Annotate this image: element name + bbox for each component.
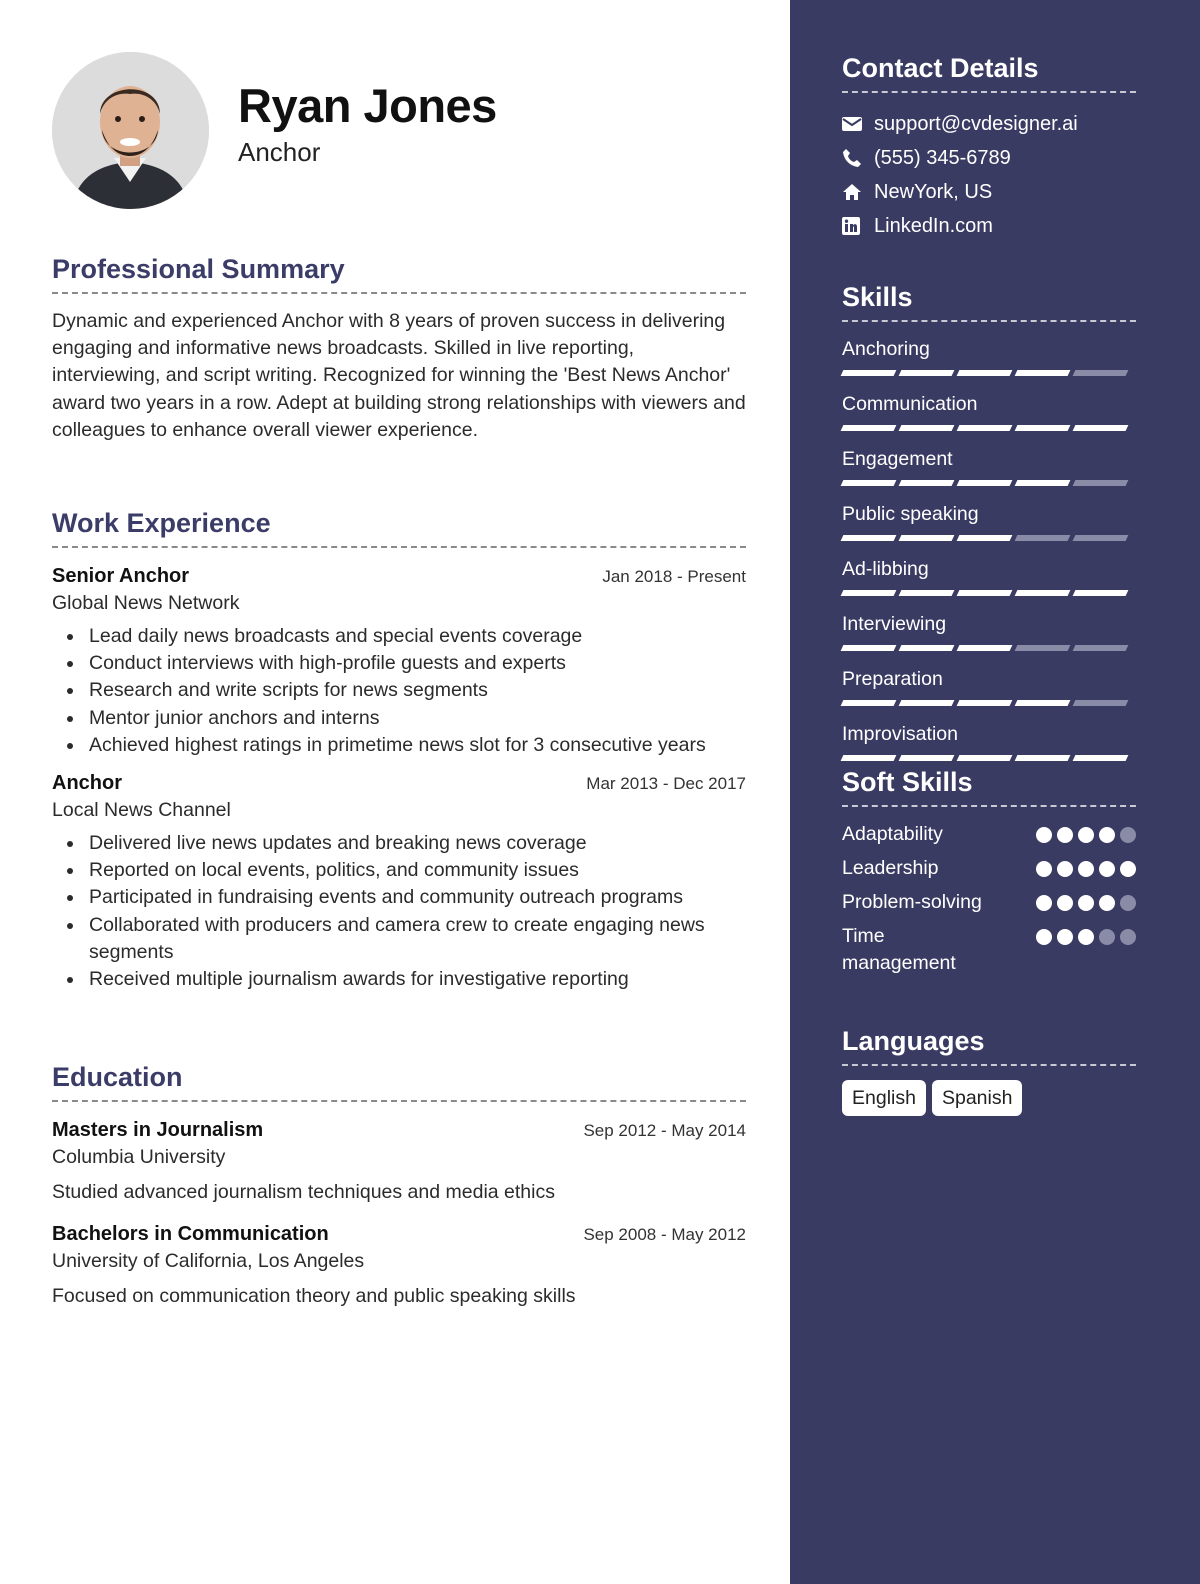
candidate-name: Ryan Jones: [238, 79, 497, 132]
soft-skills-heading: Soft Skills: [842, 765, 1136, 807]
contact-phone[interactable]: (555) 345-6789: [842, 141, 1136, 175]
rating-segment-filled: [841, 755, 897, 761]
soft-skill-item: [842, 889, 1136, 916]
job-title: Senior Anchor: [52, 565, 190, 587]
summary-heading: Professional Summary: [52, 252, 746, 294]
skill-rating-bar: [842, 480, 1136, 486]
rating-segment-filled: [841, 645, 897, 651]
job-date: Jan 2018 - Present: [602, 567, 746, 586]
rating-segment-filled: [957, 535, 1013, 541]
rating-segment-filled: [1015, 755, 1071, 761]
languages-heading: Languages: [842, 1024, 1136, 1066]
rating-segment-filled: [957, 480, 1013, 486]
rating-segment-empty: [1015, 645, 1071, 651]
rating-segment-empty: [1073, 645, 1129, 651]
job-company: Local News Channel: [52, 799, 231, 822]
soft-skill-label: Leadership: [842, 857, 939, 879]
job-date: Mar 2013 - Dec 2017: [586, 774, 746, 794]
job-company: Global News Network: [52, 592, 240, 614]
rating-dot-filled: [1078, 861, 1094, 877]
list-item: Participated in fundraising events and community outreach programs: [52, 884, 746, 911]
rating-segment-filled: [841, 535, 897, 541]
job-title: Anchor: [52, 772, 122, 795]
skill-item: [842, 446, 1136, 486]
rating-segment-filled: [957, 590, 1013, 596]
avatar: [52, 52, 209, 209]
rating-segment-empty: [1015, 535, 1071, 541]
soft-skill-rating: [1036, 895, 1136, 911]
soft-skills-section: [842, 765, 1136, 977]
list-item: Achieved highest ratings in primetime news slot for 3 consecutive years: [52, 732, 746, 759]
list-item: Research and write scripts for news segments: [52, 677, 746, 704]
languages-list: [842, 1080, 1136, 1116]
education-section: [52, 1060, 746, 1310]
languages-section: [842, 1024, 1136, 1116]
rating-segment-empty: [1073, 370, 1129, 376]
rating-segment-filled: [899, 755, 955, 761]
sidebar: [790, 0, 1200, 1584]
summary-section: [52, 252, 746, 444]
school-name: University of California, Los Angeles: [52, 1250, 365, 1272]
skill-label: Public speaking: [842, 503, 979, 525]
skill-label: Improvisation: [842, 723, 958, 745]
rating-dot-empty: [1120, 827, 1136, 843]
skill-rating-bar: [842, 755, 1136, 761]
rating-dot-filled: [1078, 895, 1094, 911]
rating-segment-filled: [1015, 370, 1071, 376]
summary-text: Dynamic and experienced Anchor with 8 years of proven success in delivering engaging and informative news broadcasts. Skilled in live reporting, interviewing, and script writing. Recognized for winning the 'Best News Anchor' award two years in a row. Adept at building strong relationships with viewers and colleagues to enhance overall viewer experience.: [52, 310, 746, 441]
home-icon: [842, 181, 874, 203]
job-entry: [52, 562, 746, 759]
skill-rating-bar: [842, 535, 1136, 541]
skill-item: [842, 556, 1136, 596]
envelope-icon: [842, 113, 874, 135]
skill-item: [842, 501, 1136, 541]
rating-dot-filled: [1057, 827, 1073, 843]
rating-dot-filled: [1057, 929, 1073, 945]
rating-dot-filled: [1057, 861, 1073, 877]
skill-item: [842, 666, 1136, 706]
list-item: Collaborated with producers and camera crew to create engaging news segments: [52, 912, 746, 966]
job-entry: [52, 769, 746, 993]
rating-segment-empty: [1073, 535, 1129, 541]
skill-rating-bar: [842, 700, 1136, 706]
soft-skill-label: Adaptability: [842, 823, 943, 845]
skill-item: [842, 391, 1136, 431]
rating-segment-filled: [1015, 590, 1071, 596]
rating-segment-filled: [899, 370, 955, 376]
skill-item: [842, 611, 1136, 651]
rating-segment-filled: [957, 645, 1013, 651]
rating-segment-filled: [841, 370, 897, 376]
rating-segment-filled: [957, 370, 1013, 376]
rating-segment-filled: [1015, 425, 1071, 431]
job-bullets: [52, 830, 746, 993]
rating-dot-filled: [1078, 929, 1094, 945]
list-item: Received multiple journalism awards for investigative reporting: [52, 966, 746, 993]
rating-segment-filled: [841, 425, 897, 431]
education-heading: Education: [52, 1060, 746, 1102]
rating-dot-filled: [1099, 895, 1115, 911]
rating-dot-empty: [1099, 929, 1115, 945]
soft-skill-label: Problem-solving: [842, 891, 982, 913]
language-chip: English: [842, 1080, 926, 1116]
rating-segment-empty: [1073, 480, 1129, 486]
candidate-role: Anchor: [238, 137, 321, 167]
soft-skills-list: [842, 821, 1136, 977]
rating-dot-filled: [1099, 827, 1115, 843]
rating-dot-filled: [1036, 929, 1052, 945]
rating-segment-filled: [841, 480, 897, 486]
education-entry: [52, 1116, 746, 1206]
skills-list: [842, 336, 1136, 761]
skills-section: [842, 280, 1136, 776]
rating-segment-filled: [899, 480, 955, 486]
rating-dot-filled: [1120, 861, 1136, 877]
education-date: Sep 2012 - May 2014: [583, 1121, 746, 1140]
soft-skill-label: Time management: [842, 925, 956, 974]
rating-dot-filled: [1057, 895, 1073, 911]
rating-dot-filled: [1078, 827, 1094, 843]
skill-rating-bar: [842, 370, 1136, 376]
degree-title: Masters in Journalism: [52, 1119, 264, 1141]
rating-dot-filled: [1036, 861, 1052, 877]
rating-segment-filled: [841, 700, 897, 706]
resume-header: [52, 52, 746, 212]
skill-rating-bar: [842, 590, 1136, 596]
rating-dot-filled: [1099, 861, 1115, 877]
rating-segment-filled: [957, 700, 1013, 706]
rating-segment-filled: [957, 755, 1013, 761]
list-item: Mentor junior anchors and interns: [52, 705, 746, 732]
soft-skill-rating: [1036, 929, 1136, 945]
job-bullets: [52, 623, 746, 759]
skill-label: Anchoring: [842, 338, 930, 360]
rating-dot-filled: [1036, 895, 1052, 911]
contact-heading: Contact Details: [842, 51, 1136, 93]
list-item: Lead daily news broadcasts and special events coverage: [52, 623, 746, 650]
school-name: Columbia University: [52, 1146, 226, 1168]
education-description: Studied advanced journalism techniques and media ethics: [52, 1181, 555, 1203]
rating-segment-filled: [1073, 425, 1129, 431]
rating-segment-filled: [1015, 700, 1071, 706]
skill-label: Preparation: [842, 668, 943, 690]
rating-segment-filled: [1073, 755, 1129, 761]
contact-section: [842, 51, 1136, 243]
list-item: Reported on local events, politics, and community issues: [52, 857, 746, 884]
soft-skill-rating: [1036, 827, 1136, 843]
skill-label: Communication: [842, 393, 978, 415]
education-description: Focused on communication theory and public speaking skills: [52, 1285, 576, 1307]
rating-segment-filled: [899, 425, 955, 431]
rating-dot-empty: [1120, 895, 1136, 911]
soft-skill-item: [842, 923, 1136, 977]
rating-dot-empty: [1120, 929, 1136, 945]
skill-item: [842, 336, 1136, 376]
rating-segment-filled: [899, 535, 955, 541]
language-chip: Spanish: [932, 1080, 1022, 1116]
rating-segment-filled: [1015, 480, 1071, 486]
rating-segment-filled: [899, 645, 955, 651]
soft-skill-item: [842, 855, 1136, 882]
skill-label: Engagement: [842, 448, 953, 470]
rating-segment-filled: [841, 590, 897, 596]
skills-heading: Skills: [842, 280, 1136, 322]
education-entry: [52, 1220, 746, 1310]
skill-item: [842, 721, 1136, 761]
skill-label: Interviewing: [842, 613, 947, 635]
rating-segment-filled: [899, 590, 955, 596]
phone-icon: [842, 147, 874, 169]
skill-rating-bar: [842, 645, 1136, 651]
contact-location: NewYork, US: [842, 175, 1136, 209]
rating-segment-filled: [899, 700, 955, 706]
skill-rating-bar: [842, 425, 1136, 431]
contact-linkedin[interactable]: LinkedIn.com: [842, 209, 1136, 243]
soft-skill-rating: [1036, 861, 1136, 877]
contact-email[interactable]: support@cvdesigner.ai: [842, 107, 1136, 141]
work-section: [52, 506, 746, 993]
profile-photo: [52, 52, 209, 209]
skill-label: Ad-libbing: [842, 558, 929, 580]
list-item: Conduct interviews with high-profile guests and experts: [52, 650, 746, 677]
rating-dot-filled: [1036, 827, 1052, 843]
linkedin-icon: [842, 215, 874, 237]
work-heading: Work Experience: [52, 506, 746, 548]
rating-segment-empty: [1073, 700, 1129, 706]
rating-segment-filled: [957, 425, 1013, 431]
education-date: Sep 2008 - May 2012: [583, 1225, 746, 1244]
degree-title: Bachelors in Communication: [52, 1223, 329, 1245]
list-item: Delivered live news updates and breaking news coverage: [52, 830, 746, 857]
soft-skill-item: [842, 821, 1136, 848]
rating-segment-filled: [1073, 590, 1129, 596]
